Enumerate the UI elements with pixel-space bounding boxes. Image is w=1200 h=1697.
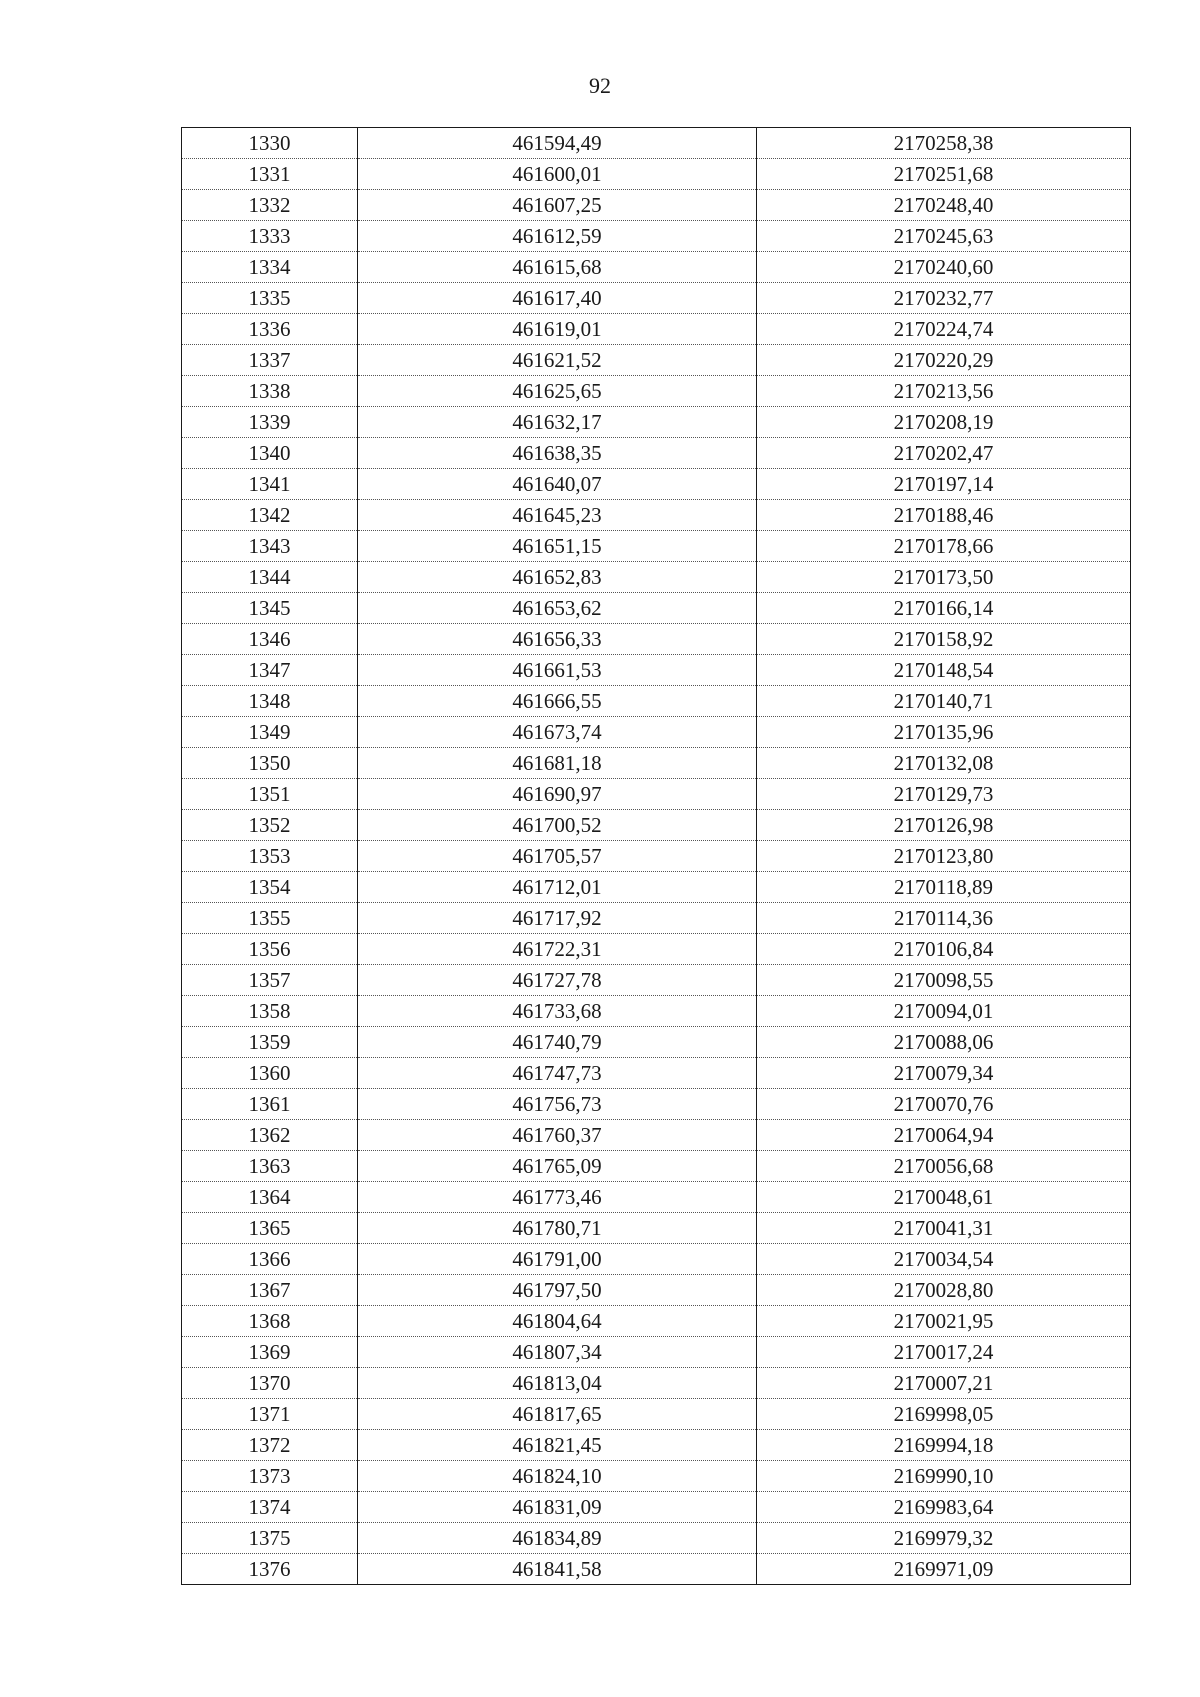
x-coordinate-cell: 461615,68 [358, 252, 757, 283]
table-row [182, 314, 1131, 345]
point-number-cell: 1335 [182, 283, 358, 314]
table-row [182, 345, 1131, 376]
y-coordinate-cell: 2170118,89 [757, 872, 1131, 903]
table-row [182, 1399, 1131, 1430]
point-number-cell: 1352 [182, 810, 358, 841]
y-coordinate-cell: 2169979,32 [757, 1523, 1131, 1554]
x-coordinate-cell: 461807,34 [358, 1337, 757, 1368]
y-coordinate-cell: 2170240,60 [757, 252, 1131, 283]
point-number-cell: 1349 [182, 717, 358, 748]
point-number-cell: 1372 [182, 1430, 358, 1461]
point-number-cell: 1367 [182, 1275, 358, 1306]
y-coordinate-cell: 2170079,34 [757, 1058, 1131, 1089]
point-number-cell: 1346 [182, 624, 358, 655]
x-coordinate-cell: 461607,25 [358, 190, 757, 221]
x-coordinate-cell: 461632,17 [358, 407, 757, 438]
table-row [182, 1151, 1131, 1182]
table-row [182, 965, 1131, 996]
table-row [182, 500, 1131, 531]
y-coordinate-cell: 2170017,24 [757, 1337, 1131, 1368]
y-coordinate-cell: 2169994,18 [757, 1430, 1131, 1461]
y-coordinate-cell: 2170208,19 [757, 407, 1131, 438]
table-row [182, 1430, 1131, 1461]
y-coordinate-cell: 2169990,10 [757, 1461, 1131, 1492]
table-row [182, 1182, 1131, 1213]
point-number-cell: 1350 [182, 748, 358, 779]
x-coordinate-cell: 461594,49 [358, 128, 757, 159]
page-number: 92 [589, 73, 611, 98]
x-coordinate-cell: 461797,50 [358, 1275, 757, 1306]
table-row [182, 624, 1131, 655]
table-row [182, 376, 1131, 407]
point-number-cell: 1351 [182, 779, 358, 810]
point-number-cell: 1347 [182, 655, 358, 686]
x-coordinate-cell: 461841,58 [358, 1554, 757, 1585]
y-coordinate-cell: 2169983,64 [757, 1492, 1131, 1523]
table-row [182, 190, 1131, 221]
coordinates-table [181, 127, 1131, 1585]
point-number-cell: 1364 [182, 1182, 358, 1213]
x-coordinate-cell: 461756,73 [358, 1089, 757, 1120]
x-coordinate-cell: 461612,59 [358, 221, 757, 252]
point-number-cell: 1353 [182, 841, 358, 872]
point-number-cell: 1361 [182, 1089, 358, 1120]
y-coordinate-cell: 2169971,09 [757, 1554, 1131, 1585]
y-coordinate-cell: 2170106,84 [757, 934, 1131, 965]
x-coordinate-cell: 461813,04 [358, 1368, 757, 1399]
point-number-cell: 1371 [182, 1399, 358, 1430]
x-coordinate-cell: 461717,92 [358, 903, 757, 934]
y-coordinate-cell: 2170245,63 [757, 221, 1131, 252]
y-coordinate-cell: 2170021,95 [757, 1306, 1131, 1337]
table-row [182, 283, 1131, 314]
x-coordinate-cell: 461821,45 [358, 1430, 757, 1461]
table-row [182, 562, 1131, 593]
table-row [182, 1027, 1131, 1058]
table-row [182, 252, 1131, 283]
point-number-cell: 1331 [182, 159, 358, 190]
x-coordinate-cell: 461617,40 [358, 283, 757, 314]
x-coordinate-cell: 461640,07 [358, 469, 757, 500]
x-coordinate-cell: 461780,71 [358, 1213, 757, 1244]
point-number-cell: 1343 [182, 531, 358, 562]
point-number-cell: 1339 [182, 407, 358, 438]
point-number-cell: 1358 [182, 996, 358, 1027]
x-coordinate-cell: 461722,31 [358, 934, 757, 965]
y-coordinate-cell: 2170188,46 [757, 500, 1131, 531]
x-coordinate-cell: 461652,83 [358, 562, 757, 593]
point-number-cell: 1337 [182, 345, 358, 376]
table-row [182, 748, 1131, 779]
table-row [182, 1492, 1131, 1523]
point-number-cell: 1348 [182, 686, 358, 717]
y-coordinate-cell: 2170041,31 [757, 1213, 1131, 1244]
point-number-cell: 1360 [182, 1058, 358, 1089]
table-row [182, 1089, 1131, 1120]
point-number-cell: 1356 [182, 934, 358, 965]
point-number-cell: 1365 [182, 1213, 358, 1244]
point-number-cell: 1344 [182, 562, 358, 593]
y-coordinate-cell: 2170114,36 [757, 903, 1131, 934]
y-coordinate-cell: 2170197,14 [757, 469, 1131, 500]
table-row [182, 1244, 1131, 1275]
table-row [182, 686, 1131, 717]
table-row [182, 1554, 1131, 1585]
x-coordinate-cell: 461661,53 [358, 655, 757, 686]
x-coordinate-cell: 461621,52 [358, 345, 757, 376]
x-coordinate-cell: 461700,52 [358, 810, 757, 841]
y-coordinate-cell: 2169998,05 [757, 1399, 1131, 1430]
table-row [182, 841, 1131, 872]
point-number-cell: 1375 [182, 1523, 358, 1554]
y-coordinate-cell: 2170056,68 [757, 1151, 1131, 1182]
y-coordinate-cell: 2170166,14 [757, 593, 1131, 624]
table-row [182, 593, 1131, 624]
point-number-cell: 1363 [182, 1151, 358, 1182]
coordinates-table-body [182, 128, 1131, 1585]
x-coordinate-cell: 461765,09 [358, 1151, 757, 1182]
table-row [182, 934, 1131, 965]
x-coordinate-cell: 461773,46 [358, 1182, 757, 1213]
table-row [182, 438, 1131, 469]
table-row [182, 655, 1131, 686]
x-coordinate-cell: 461651,15 [358, 531, 757, 562]
y-coordinate-cell: 2170202,47 [757, 438, 1131, 469]
point-number-cell: 1370 [182, 1368, 358, 1399]
table-row [182, 1275, 1131, 1306]
table-row [182, 1058, 1131, 1089]
point-number-cell: 1374 [182, 1492, 358, 1523]
y-coordinate-cell: 2170088,06 [757, 1027, 1131, 1058]
table-row [182, 1213, 1131, 1244]
x-coordinate-cell: 461705,57 [358, 841, 757, 872]
table-row [182, 1368, 1131, 1399]
point-number-cell: 1334 [182, 252, 358, 283]
x-coordinate-cell: 461834,89 [358, 1523, 757, 1554]
point-number-cell: 1366 [182, 1244, 358, 1275]
point-number-cell: 1362 [182, 1120, 358, 1151]
y-coordinate-cell: 2170129,73 [757, 779, 1131, 810]
x-coordinate-cell: 461690,97 [358, 779, 757, 810]
y-coordinate-cell: 2170094,01 [757, 996, 1131, 1027]
y-coordinate-cell: 2170048,61 [757, 1182, 1131, 1213]
table-row [182, 128, 1131, 159]
y-coordinate-cell: 2170224,74 [757, 314, 1131, 345]
x-coordinate-cell: 461727,78 [358, 965, 757, 996]
point-number-cell: 1376 [182, 1554, 358, 1585]
table-row [182, 531, 1131, 562]
x-coordinate-cell: 461740,79 [358, 1027, 757, 1058]
y-coordinate-cell: 2170178,66 [757, 531, 1131, 562]
table-row [182, 810, 1131, 841]
point-number-cell: 1336 [182, 314, 358, 345]
x-coordinate-cell: 461831,09 [358, 1492, 757, 1523]
y-coordinate-cell: 2170173,50 [757, 562, 1131, 593]
point-number-cell: 1355 [182, 903, 358, 934]
point-number-cell: 1332 [182, 190, 358, 221]
x-coordinate-cell: 461760,37 [358, 1120, 757, 1151]
x-coordinate-cell: 461656,33 [358, 624, 757, 655]
table-row [182, 1523, 1131, 1554]
table-row [182, 159, 1131, 190]
table-row [182, 469, 1131, 500]
point-number-cell: 1373 [182, 1461, 358, 1492]
x-coordinate-cell: 461791,00 [358, 1244, 757, 1275]
table-row [182, 872, 1131, 903]
y-coordinate-cell: 2170123,80 [757, 841, 1131, 872]
x-coordinate-cell: 461804,64 [358, 1306, 757, 1337]
table-row [182, 717, 1131, 748]
point-number-cell: 1338 [182, 376, 358, 407]
y-coordinate-cell: 2170158,92 [757, 624, 1131, 655]
x-coordinate-cell: 461681,18 [358, 748, 757, 779]
point-number-cell: 1330 [182, 128, 358, 159]
point-number-cell: 1333 [182, 221, 358, 252]
point-number-cell: 1341 [182, 469, 358, 500]
x-coordinate-cell: 461653,62 [358, 593, 757, 624]
table-row [182, 1306, 1131, 1337]
x-coordinate-cell: 461645,23 [358, 500, 757, 531]
y-coordinate-cell: 2170248,40 [757, 190, 1131, 221]
y-coordinate-cell: 2170007,21 [757, 1368, 1131, 1399]
y-coordinate-cell: 2170098,55 [757, 965, 1131, 996]
point-number-cell: 1368 [182, 1306, 358, 1337]
x-coordinate-cell: 461625,65 [358, 376, 757, 407]
table-row [182, 1461, 1131, 1492]
y-coordinate-cell: 2170232,77 [757, 283, 1131, 314]
y-coordinate-cell: 2170034,54 [757, 1244, 1131, 1275]
point-number-cell: 1345 [182, 593, 358, 624]
x-coordinate-cell: 461638,35 [358, 438, 757, 469]
y-coordinate-cell: 2170132,08 [757, 748, 1131, 779]
table-row [182, 1120, 1131, 1151]
y-coordinate-cell: 2170126,98 [757, 810, 1131, 841]
x-coordinate-cell: 461619,01 [358, 314, 757, 345]
x-coordinate-cell: 461712,01 [358, 872, 757, 903]
point-number-cell: 1354 [182, 872, 358, 903]
table-row [182, 407, 1131, 438]
point-number-cell: 1369 [182, 1337, 358, 1368]
x-coordinate-cell: 461733,68 [358, 996, 757, 1027]
y-coordinate-cell: 2170148,54 [757, 655, 1131, 686]
x-coordinate-cell: 461600,01 [358, 159, 757, 190]
point-number-cell: 1340 [182, 438, 358, 469]
y-coordinate-cell: 2170064,94 [757, 1120, 1131, 1151]
table-row [182, 903, 1131, 934]
y-coordinate-cell: 2170213,56 [757, 376, 1131, 407]
y-coordinate-cell: 2170135,96 [757, 717, 1131, 748]
table-row [182, 779, 1131, 810]
y-coordinate-cell: 2170028,80 [757, 1275, 1131, 1306]
y-coordinate-cell: 2170258,38 [757, 128, 1131, 159]
x-coordinate-cell: 461666,55 [358, 686, 757, 717]
table-row [182, 996, 1131, 1027]
y-coordinate-cell: 2170070,76 [757, 1089, 1131, 1120]
x-coordinate-cell: 461817,65 [358, 1399, 757, 1430]
point-number-cell: 1359 [182, 1027, 358, 1058]
table-row [182, 221, 1131, 252]
x-coordinate-cell: 461824,10 [358, 1461, 757, 1492]
x-coordinate-cell: 461747,73 [358, 1058, 757, 1089]
x-coordinate-cell: 461673,74 [358, 717, 757, 748]
table-row [182, 1337, 1131, 1368]
point-number-cell: 1357 [182, 965, 358, 996]
point-number-cell: 1342 [182, 500, 358, 531]
y-coordinate-cell: 2170251,68 [757, 159, 1131, 190]
y-coordinate-cell: 2170140,71 [757, 686, 1131, 717]
y-coordinate-cell: 2170220,29 [757, 345, 1131, 376]
